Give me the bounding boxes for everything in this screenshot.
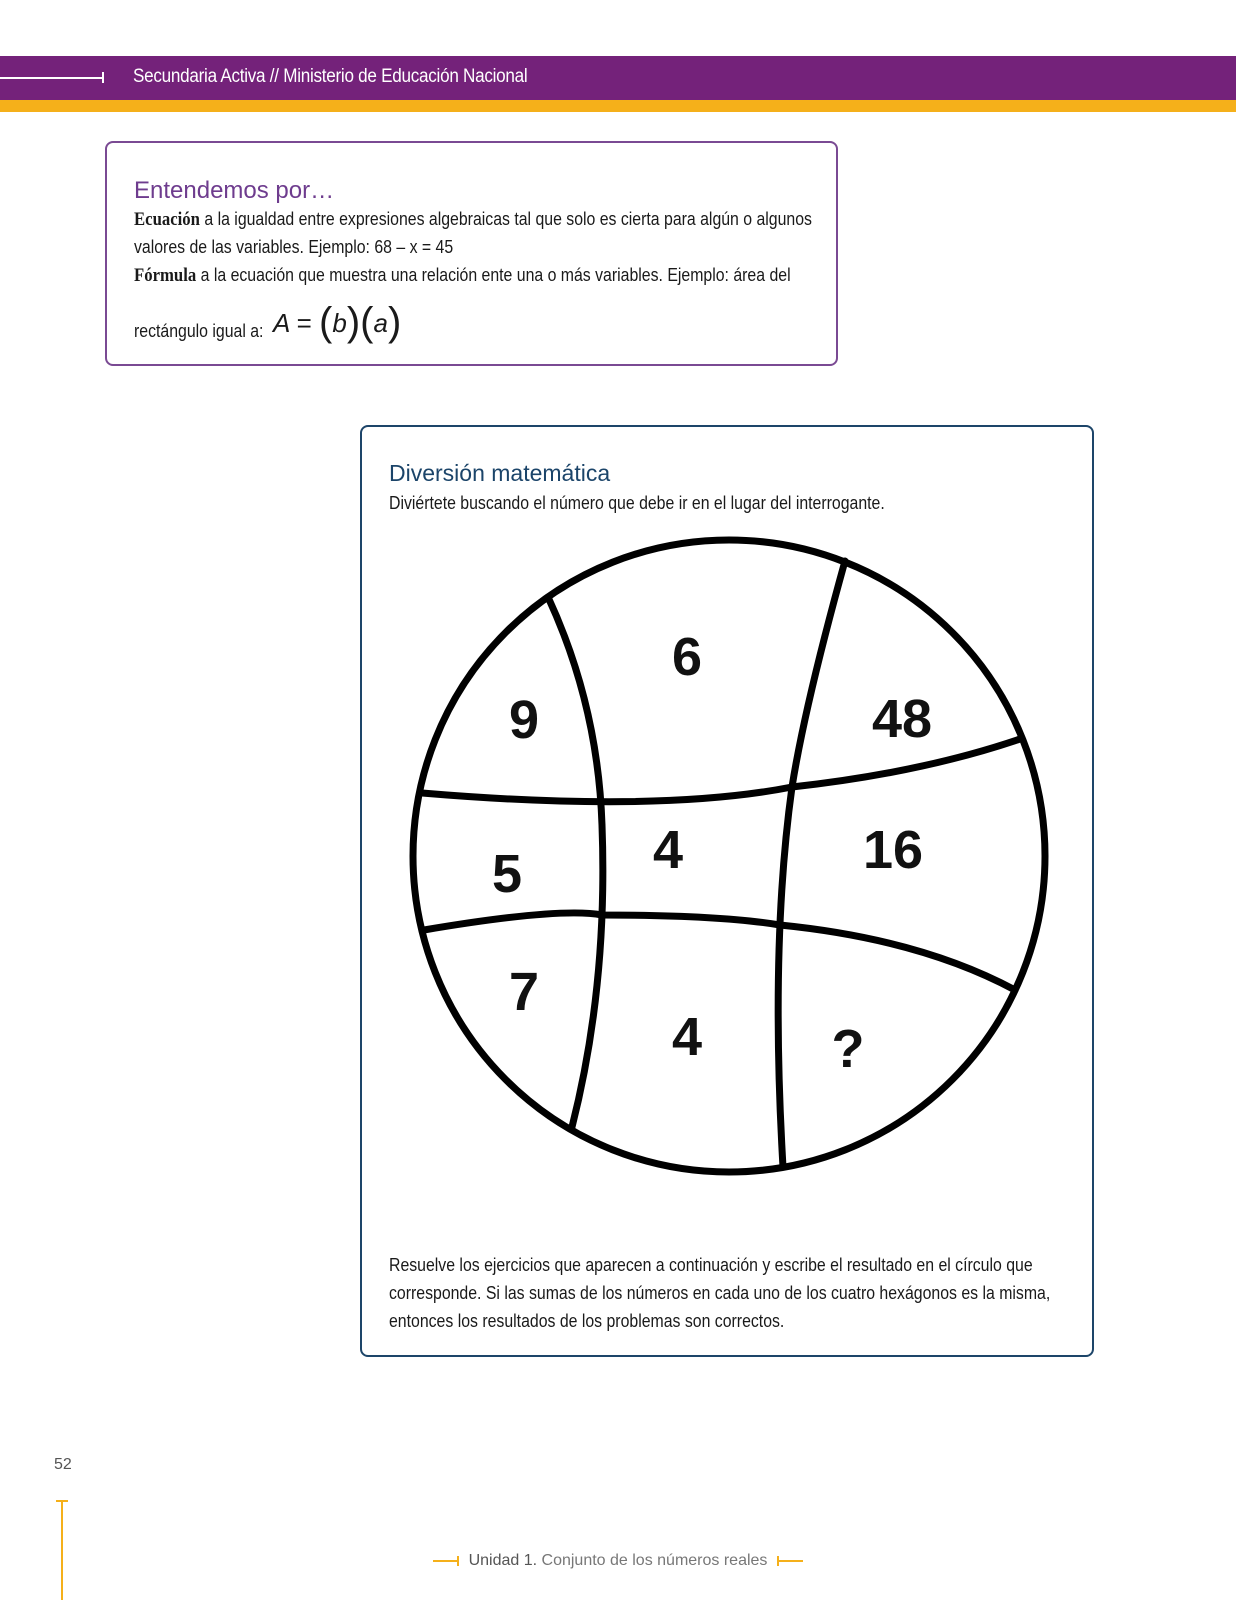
footer-dash-right bbox=[777, 1560, 803, 1562]
formula-lhs: A bbox=[273, 308, 290, 338]
header-gold-stripe bbox=[0, 100, 1236, 112]
ecuacion-line-2: valores de las variables. Ejemplo: 68 – x = 45 bbox=[134, 237, 454, 257]
header-rule-tick bbox=[102, 72, 104, 83]
instructions-line-2: corresponde. Si las sumas de los números en cada uno de los cuatro hexágonos es la misma, bbox=[389, 1283, 1051, 1303]
instructions-line-1: Resuelve los ejercicios que aparecen a continuación y escribe el resultado en el círculo que bbox=[389, 1255, 1033, 1275]
formula-paren-close-2: ) bbox=[387, 300, 402, 344]
formula-paren-open-1: ( bbox=[319, 300, 333, 344]
fun-title: Diversión matemática bbox=[389, 460, 611, 486]
footer-dash-left bbox=[433, 1560, 459, 1562]
formula-line-2: rectángulo igual a: bbox=[134, 321, 264, 341]
header-rule bbox=[0, 77, 103, 79]
left-rule bbox=[61, 1501, 63, 1600]
instructions-line-3: entonces los resultados de los problemas son correctos. bbox=[389, 1311, 785, 1331]
area-formula bbox=[273, 297, 401, 342]
puzzle-number-5: 5 bbox=[491, 844, 523, 904]
formula-var-a: a bbox=[373, 308, 388, 338]
formula-paren-open-2: ( bbox=[360, 300, 374, 344]
page-number: 52 bbox=[54, 1456, 72, 1473]
formula-equals: = bbox=[296, 308, 312, 338]
puzzle-number-16: 16 bbox=[862, 820, 924, 880]
puzzle-number-7: 7 bbox=[508, 962, 540, 1022]
puzzle-number-4-bottom: 4 bbox=[671, 1007, 703, 1067]
formula-line-1 bbox=[134, 265, 791, 287]
puzzle-number-9: 9 bbox=[508, 690, 540, 750]
ecuacion-line-1 bbox=[134, 209, 812, 231]
puzzle-number-48: 48 bbox=[871, 689, 933, 749]
footer-unit-title: Conjunto de los números reales bbox=[541, 1552, 768, 1569]
formula-text-1: a la ecuación que muestra una relación ente una o más variables. Ejemplo: área del bbox=[196, 265, 791, 285]
puzzle-curve-left bbox=[548, 597, 603, 1127]
ecuacion-term: Ecuación bbox=[134, 209, 200, 230]
fun-subtitle: Diviértete buscando el número que debe ir en el lugar del interrogante. bbox=[389, 493, 885, 513]
definitions-title: Entendemos por… bbox=[134, 177, 335, 204]
footer-unit: Unidad 1. bbox=[468, 1552, 538, 1569]
header-title: Secundaria Activa // Ministerio de Educación Nacional bbox=[133, 66, 528, 87]
definitions-box bbox=[105, 141, 838, 366]
formula-term: Fórmula bbox=[134, 265, 197, 286]
footer bbox=[0, 1552, 1236, 1570]
number-puzzle-ball bbox=[360, 525, 1080, 1185]
formula-var-b: b bbox=[332, 308, 347, 338]
puzzle-number-4-center: 4 bbox=[652, 820, 684, 880]
formula-paren-close-1: ) bbox=[346, 300, 361, 344]
puzzle-question-mark: ? bbox=[831, 1019, 865, 1079]
puzzle-number-6: 6 bbox=[671, 627, 703, 687]
ecuacion-text-1: a la igualdad entre expresiones algebraicas tal que solo es cierta para algún o algunos bbox=[199, 209, 812, 229]
